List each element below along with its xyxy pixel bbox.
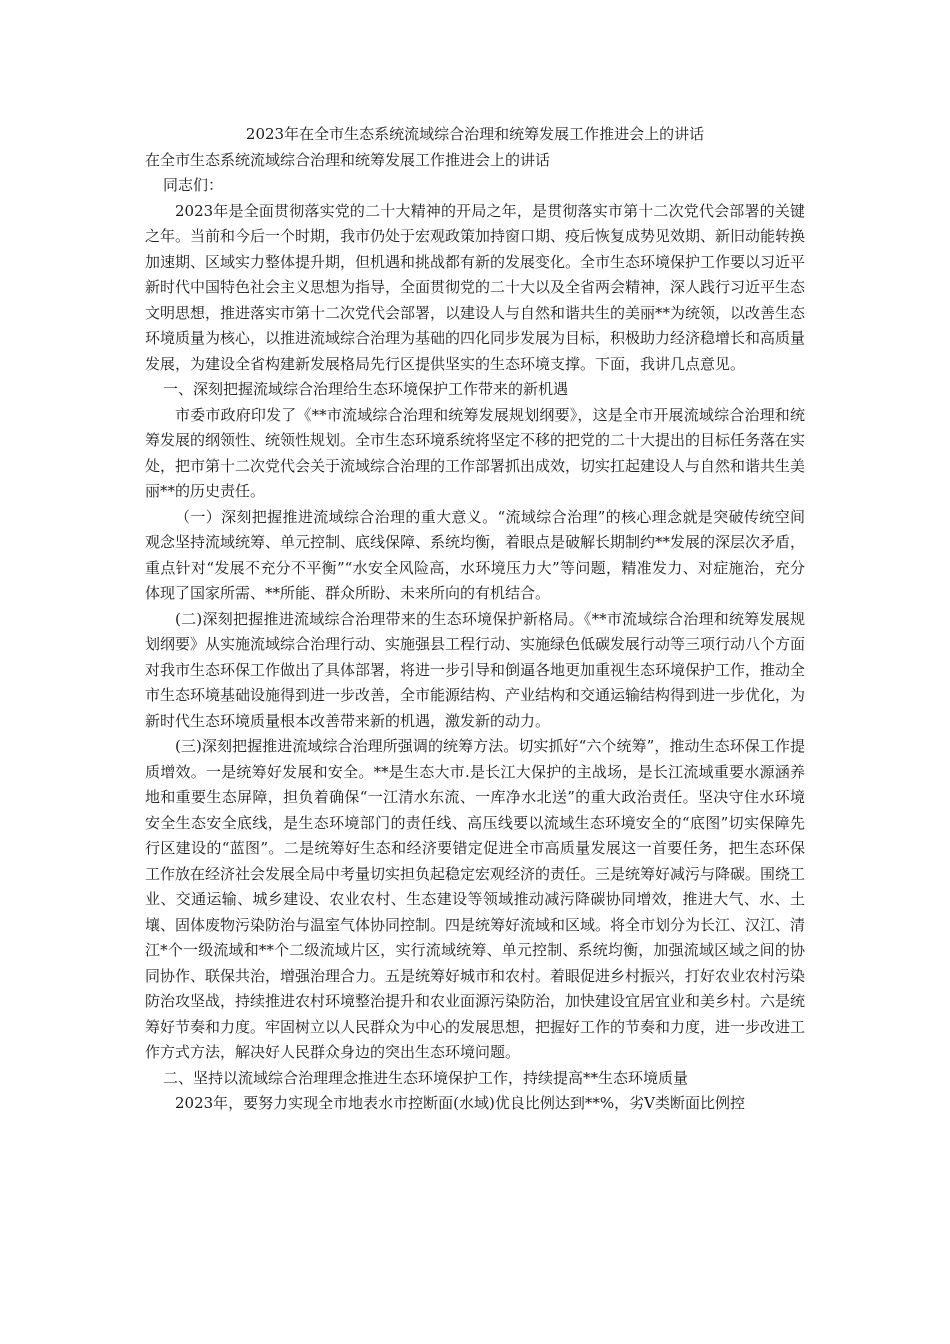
paragraph-subsection-1: （一）深刻把握推进流域综合治理的重大意义。“流域综合治理”的核心理念就是突破传统空间观念坚持流域统筹、单元控制、底线保障、系统均衡，着眼点是破解长期制约**发展的深层次矛盾，重点针对“发展不充分不平衡”“水安全风险高，水环境压力大”等问题，精准发力、对症施治，充分体现了国家所需、**所能、群众所盼、未来所向的有机结合。 xyxy=(145,507,806,602)
paragraph-intro: 2023年是全面贯彻落实党的二十大精神的开局之年，是贯彻落实市第十二次党代会部署的关键之年。当前和今后一个时期，我市仍处于宏观政策加持窗口期、疫后恢复成势见效期、新旧动能转换加速期、区域实力整体提升期，但机遇和挑战都有新的发展变化。全市生态环境保护工作要以习近平新时代中国特色社会主义思想为指导，全面贯彻党的二十大以及全省两会精神，深人践行习近平生态文明思想，推进落实市第十二次党代会部署，以建设人与自然和谐共生的美丽**为统领，以改善生态环境质量为核心，以推进流域综合治理为基础的四化同步发展为目标，积极助力经济稳增长和高质量发展，为建设全省构建新发展格局先行区提供坚实的生态环境支撑。下面，我讲几点意见。 xyxy=(145,201,806,373)
document-title: 2023年在全市生态系统流域综合治理和统筹发展工作推进会上的讲话 xyxy=(245,125,705,143)
paragraph-section-1-intro: 市委市政府印发了《**市流域综合治理和统筹发展规划纲要》，这是全市开展流域综合治理和统筹发展的纲领性、统领性规划。全市生态环境系统将坚定不移的把党的二十大提出的目标任务落在实处，把市第十二次党代会关于流域综合治理的工作部署抓出成效，切实扛起建设人与自然和谐共生美丽**的历史责任。 xyxy=(145,405,806,500)
section-heading-1: 一、深刻把握流域综合治理给生态环境保护工作带来的新机遇 xyxy=(163,380,569,398)
paragraph-subsection-3: (三)深刻把握推进流域综合治理所强调的统筹方法。切实抓好“六个统筹”，推动生态环保工作提质增效。一是统筹好发展和安全。**是生态大市.是长江大保护的主战场，是长江流域重要水源涵养地和重要生态屏障，担负着确保“一江清水东流、一库净水北送”的重大政治责任。坚决守住水环境安全生态安全底线，是生态环境部门的责任线、高压线要以流域生态环境安全的“底图”切实保障先行区建设的“蓝图”。二是统筹好生态和经济要错定促进全市高质量发展这一首要任务，把生态环保工作放在经济社会发展全局中考量切实担负起稳定宏观经济的责任。三是统筹好减污与降碳。围绕工业、交通运输、城乡建设、农业农村、生态建设等领域推动减污降碳协同增效，推进大气、水、土壤、固体废物污染防治与温室气体协同控制。四是统筹好流域和区域。将全市划分为长江、汉江、清江*个一级流域和**个二级流域片区，实行流域统筹、单元控制、系统均衡，加强流域区域之间的协同协作、联保共治，增强治理合力。五是统筹好城市和农村。着眼促进乡村振兴，打好农业农村污染防治攻坚战，持续推进农村环境整治提升和农业面源污染防治，加快建设宜居宜业和美乡村。六是统筹好节奏和力度。牢固树立以人民群众为中心的发展思想，把握好工作的节奏和力度，进一步改进工作方式方法，解决好人民群众身边的突出生态环境问题。 xyxy=(145,737,806,1061)
greeting: 同志们： xyxy=(163,176,224,194)
document-subtitle: 在全市生态系统流域综合治理和统筹发展工作推进会上的讲话 xyxy=(145,150,551,169)
section-heading-2: 二、坚持以流域综合治理理念推进生态环境保护工作，持续提高**生态环境质量 xyxy=(163,1068,689,1087)
paragraph-section-2-intro: 2023年，要努力实现全市地表水市控断面(水域)优良比例达到**%，劣Ⅴ类断面比例控 xyxy=(175,1094,745,1112)
document-page xyxy=(145,122,805,1117)
paragraph-subsection-2: (二)深刻把握推进流域综合治理带来的生态环境保护新格局。《**市流域综合治理和统筹发展规划纲要》从实施流域综合治理行动、实施强县工程行动、实施绿色低碳发展行动等三项行动八个方面对我市生态环保工作做出了具体部署，将进一步引导和倒逼各地更加重视生态环境保护工作，推动全市生态环境基础设施得到进一步改善，全市能源结构、产业结构和交通运输结构得到进一步优化，为新时代生态环境质量根本改善带来新的机遇，激发新的动力。 xyxy=(145,609,806,730)
